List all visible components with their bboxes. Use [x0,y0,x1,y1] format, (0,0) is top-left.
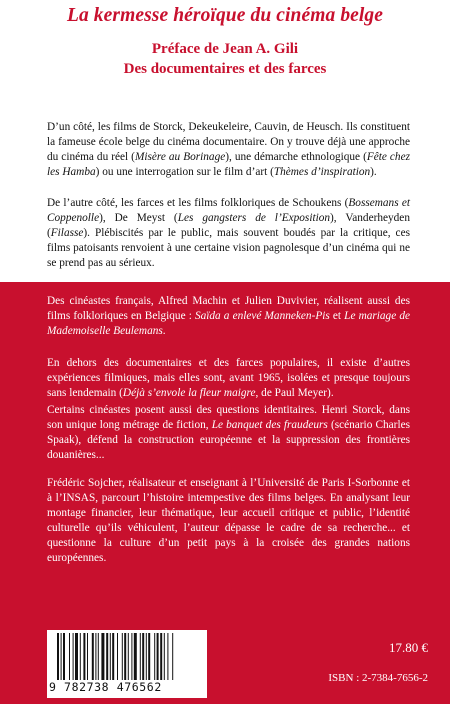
paragraph-farces: De l’autre côté, les farces et les films folkloriques de Schoukens (Bossemans et Coppenolle), De Meyst (Les gangsters de l’Exposition), Vanderheyden (Filasse). Plébiscités par le public, mais souvent boudés par la critique, ces films patoisants renvoient à une certaine vision pagnolesque d’un cinéma qui ne se prend pas au sérieux. [47,197,410,269]
book-title: La kermesse héroïque du cinéma belge [66,5,384,26]
book-subtitle: Des documentaires et des farces [123,61,327,77]
barcode-digits: 9 782738 476562 [49,680,162,694]
barcode-panel [47,630,207,698]
isbn-label: ISBN : 2-7384-7656-2 [328,672,428,684]
price-label: 17.80 € [389,640,428,655]
paragraph-documentaries: D’un côté, les films de Storck, Dekeukeleire, Cauvin, de Heusch. Ils constituent la fameuse école belge du cinéma documentaire. On y trouve déjà une approche du cinéma du réel (Misère au Borinage), une démarche ethnologique (Fête chez les Hamba) ou une interrogation sur le film d’art (Thèmes d’inspiration). [47,121,410,178]
barcode-icon [57,633,202,680]
paragraph-author-bio: Frédéric Sojcher, réalisateur et enseignant à l’Université de Paris I-Sorbonne et à l’INSAS, parcourt l’histoire intempestive des films belges. En analysant leur montage financier, leur thématique, leur accueil critique et public, l’identité culturelle qu’ils véhiculent, l’auteur dépasse le cadre de sa recherche... et questionne la culture d’un petit pays à la croisée des grandes nations européennes. [47,477,410,564]
paragraph-other-experiences: En dehors des documentaires et des farces populaires, il existe d’autres expériences filmiques, mais elles sont, avant 1965, isolées et presque toujours sans lendemain (Déjà s’envole la fleur maigre, de Paul Meyer). [47,357,410,399]
paragraph-french-filmmakers: Des cinéastes français, Alfred Machin et Julien Duvivier, réalisent aussi des films folkloriques en Belgique : Saïda a enlevé Manneken-Pis et Le mariage de Mademoiselle Beulemans. [47,295,410,337]
preface-line: Préface de Jean A. Gili [151,41,299,57]
paragraph-identity-questions: Certains cinéastes posent aussi des questions identitaires. Henri Storck, dans son unique long métrage de fiction, Le banquet des fraudeurs (scénario Charles Spaak), défend la construction européenne et la suppression des frontières douanières... [47,404,410,461]
